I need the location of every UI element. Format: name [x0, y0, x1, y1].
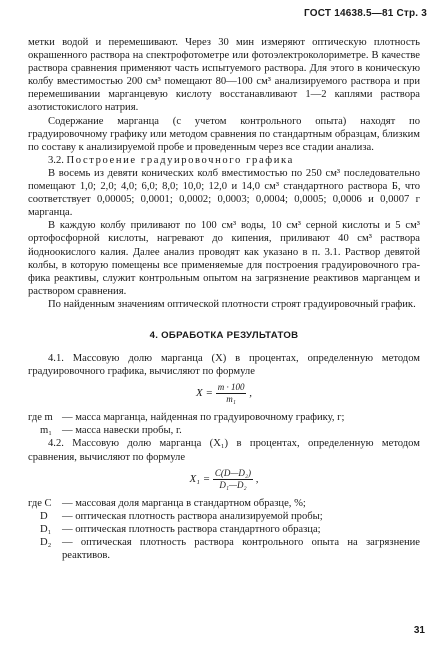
subsection-heading-calibration — [28, 154, 420, 167]
formula-2 — [28, 468, 420, 491]
formula-1-denominator: m₁ — [226, 394, 236, 405]
formula-2-numerator: C(D—D₂) — [214, 467, 252, 478]
definition-row — [28, 523, 420, 536]
definition-symbol: где C — [28, 497, 52, 509]
formula-1 — [28, 382, 420, 405]
paragraph-build-graph: По найденным значениям оптической плотности строят градуировочный график. — [48, 298, 416, 310]
formula-2-denominator: D₁—D₂ — [219, 479, 247, 490]
definitions-1 — [28, 411, 420, 437]
formula-1-tail: , — [249, 387, 252, 400]
definition-row — [28, 510, 420, 523]
definition-text: — оптическая плотность раствора анализируемой пробы; — [62, 510, 323, 522]
definition-symbol: D₁ — [40, 523, 52, 535]
formula-2-tail: , — [255, 472, 259, 485]
definition-symbol: где m — [28, 412, 53, 424]
subsection-number: 3.2. — [48, 154, 64, 166]
document-body — [28, 36, 420, 562]
definition-text: — масса марганца, найденная по градуировочному графику, г; — [62, 412, 345, 424]
definition-row — [28, 424, 420, 437]
definition-symbol: D₂ — [40, 536, 52, 548]
paragraph-4-1: 4.1. Массовую долю марганца (X) в процентах, определенную методом градуировочного графика, вычисляют по формуле — [28, 353, 420, 378]
paragraph-calibration-flasks: В восемь из девяти конических колб вместимостью по 250 см³ последовательно помещают 1,0; 2,0; 4,0; 6,0; 8,0; 10,0; 12,0 и 14,0 см³ стандартного раствора Б, что соответствует 0,00005; 0,0001; 0,0002; 0,0003; 0,0004; 0,0005; 0,0006 и 0,0007 г марганца. — [28, 167, 420, 219]
formula-1-fraction — [216, 382, 247, 405]
paragraph-reagents: В каждую колбу приливают по 100 см³ воды, 10 см³ серной кислоты и 5 см³ ортофосфорной кислоты, нагревают до кипения, приливают 40 см³ раствора йодноокислого калия. Далее анализ проводят как указано в п. 3.1. Раствор девятой колбы, в которую помещены все применяемые для построения градуировочного графика реактивы, служит контрольным опытом на загрязнение реактивов марганцем и раствором сравнения. — [28, 220, 420, 297]
formula-1-numerator: m · 100 — [217, 382, 245, 393]
subsection-title: Построение градуировочного графика — [66, 154, 294, 166]
definition-text: — массовая доля марганца в стандартном образце, %; — [62, 497, 306, 509]
definition-row — [28, 536, 420, 562]
paragraph-4-2: 4.2. Массовую долю марганца (X₁) в процентах, определенную методом сравнения, вычисляют по формуле — [28, 438, 420, 463]
definition-row — [28, 411, 420, 424]
definition-text: — оптическая плотность раствора контрольного опыта на загрязнение реактивов. — [62, 536, 420, 561]
definition-symbol: m₁ — [40, 425, 52, 437]
paragraph-manganese-content: Содержание марганца (с учетом контрольного опыта) находят по градуировочному графику или методом сравнения по стандартным образцам, близким по составу к анализируемой пробе и проведенным через все стадии анализа. — [28, 115, 420, 153]
formula-2-fraction — [213, 468, 253, 491]
definitions-2 — [28, 497, 420, 562]
formula-1-lhs: X = — [196, 387, 213, 400]
section-heading-results: 4. ОБРАБОТКА РЕЗУЛЬТАТОВ — [149, 329, 299, 341]
definition-text: — оптическая плотность раствора стандартного образца; — [62, 523, 321, 535]
definition-text: — масса навески пробы, г. — [62, 425, 182, 437]
definition-symbol: D — [40, 510, 48, 522]
paragraph-measurement: метки водой и перемешивают. Через 30 мин измеряют оптическую плотность окрашенного раствора на спектрофотометре или фотоэлектроколориметре. В качестве раствора сравнения применяют часть испытуемого раствора. Для этого в коническую колбу вместимостью 200 см³ помещают 80—100 см³ анализируемого раствора и при перемешивании марганцевую кислоту восстанавливают 1—2 каплями раствора азотистокислого натрия. — [28, 37, 420, 114]
formula-2-lhs: X₁ = — [189, 472, 211, 485]
page-number: 31 — [413, 625, 425, 636]
definition-row — [28, 497, 420, 510]
page-header: ГОСТ 14638.5—81 Стр. 3 — [304, 8, 427, 19]
